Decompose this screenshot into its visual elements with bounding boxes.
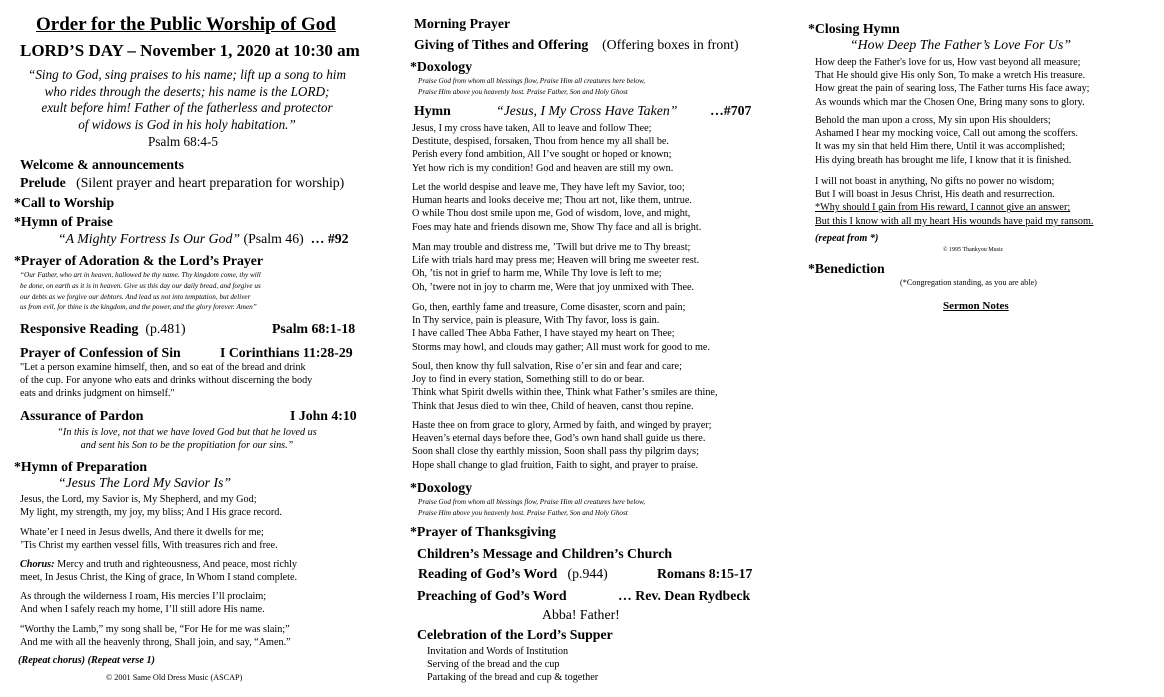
- hymn-verse-2: [20, 526, 278, 552]
- stanza-line: Yet how rich is my condition! God and heaven are still my own.: [412, 162, 674, 174]
- doxology-2-text: [418, 497, 645, 518]
- stanza-line: I will not boast in anything, No gifts no power no wisdom;: [815, 176, 1055, 187]
- doxology-heading: *Doxology: [410, 59, 473, 74]
- stanza-line: O while Thou dost smile upon me, God of wisdom, love, and might,: [412, 208, 691, 220]
- lords-prayer: [20, 270, 261, 313]
- tithes-label: Giving of Tithes and Offering: [414, 37, 589, 52]
- confession-line: of the cup. For anyone who eats and drinks without discerning the body: [20, 375, 313, 387]
- prayer-line: our debts as we forgive our debtors. And lead us not into temptation, but deliver: [20, 292, 251, 301]
- reading-label: Reading of God’s Word: [418, 566, 558, 581]
- stanza-line: Life with trials hard may press me; Heaven will bring me sweeter rest.: [412, 255, 700, 267]
- doxology-line: Praise God from whom all blessings flow, Praise Him all creatures here below,: [418, 77, 646, 85]
- closing-hymn-stanza-2: [815, 114, 1078, 167]
- standing-note: (*Congregation standing, as you are able): [900, 278, 1037, 287]
- stanza-line: Jesus, I my cross have taken, All to leave and follow Thee;: [412, 123, 652, 134]
- confession-text: [20, 361, 312, 401]
- quote-line: of widows is God in his holy habitation.”: [78, 116, 296, 132]
- stanza-line: How great the pain of searing loss, The Father turns His face away;: [815, 83, 1090, 95]
- hymn-verse-3: [20, 590, 266, 616]
- stanza-line: Man may trouble and distress me, ’Twill but drive me to Thy breast;: [412, 242, 691, 253]
- responsive-reading-row: [20, 321, 186, 337]
- stanza-line: Foes may hate and friends disown me, Show Thy face and all is bright.: [412, 221, 702, 233]
- prelude-label: Prelude: [20, 175, 66, 190]
- stanza-line: Joy to find in every station, Something still to do or bear.: [412, 374, 645, 386]
- hymn-of-praise-title: “A Mighty Fortress Is Our God”: [58, 231, 241, 246]
- hymn-number: …#707: [710, 103, 752, 118]
- stanza-line: Storms may howl, and clouds may gather; All must work for good to me.: [412, 341, 710, 353]
- stanza-line: Think that Jesus died to win thee, Child of heaven, canst thou repine.: [412, 400, 694, 412]
- service-date: LORD’S DAY – November 1, 2020 at 10:30 am: [20, 41, 360, 60]
- stanza-line: As wounds which mar the Chosen One, Bring many sons to glory.: [815, 96, 1085, 108]
- responsive-reading-label: Responsive Reading: [20, 321, 139, 336]
- hymn-of-praise-heading: *Hymn of Praise: [14, 214, 113, 229]
- stanza-line: But I will boast in Jesus Christ, His death and resurrection.: [815, 189, 1055, 201]
- prayer-line: us from evil, for thine is the kingdom, and the power, and the glory forever. Amen”: [20, 303, 257, 312]
- prelude-note: (Silent prayer and heart preparation for worship): [76, 175, 345, 190]
- prayer-line: “Our Father, who art in heaven, hallowed be thy name. Thy kingdom come, thy will: [20, 271, 261, 279]
- benediction-heading: *Benediction: [808, 261, 885, 276]
- hymn-of-preparation-heading: *Hymn of Preparation: [14, 459, 148, 474]
- stanza-line: Soul, then know thy full salvation, Rise o’er sin and fear and care;: [412, 361, 682, 372]
- verse-line: And when I safely reach my home, I’ll still adore His name.: [20, 604, 265, 616]
- welcome-heading: Welcome & announcements: [20, 157, 185, 172]
- hymn-chorus: [20, 558, 297, 584]
- quote-line: who rides through the deserts; his name is the LORD;: [44, 83, 330, 99]
- hymn-stanza-3: [412, 241, 699, 294]
- quote-line: “Sing to God, sing praises to his name; lift up a song to him: [28, 67, 346, 82]
- stanza-line: Oh, ’tis not in grief to harm me, While Thy love is left to me;: [412, 268, 662, 280]
- stanza-line: It was my sin that held Him there, Until it was accomplished;: [815, 141, 1066, 153]
- verse-line: My light, my strength, my joy, my bliss; And I His grace record.: [20, 507, 282, 519]
- stanza-line: That He should give His only Son, To make a wretch His treasure.: [815, 70, 1086, 82]
- stanza-line: Go, then, earthly fame and treasure, Come disaster, scorn and pain;: [412, 302, 686, 313]
- hymn-stanza-4: [412, 301, 710, 354]
- assurance-reference: I John 4:10: [290, 408, 357, 423]
- closing-hymn-stanza-3: [815, 175, 1093, 228]
- confession-reference: I Corinthians 11:28-29: [220, 345, 353, 360]
- hymn-stanza-1: [412, 122, 673, 175]
- call-quote-reference: Psalm 68:4-5: [148, 134, 218, 149]
- verse-line: As through the wilderness I roam, His mercies I’ll proclaim;: [20, 591, 267, 602]
- assurance-line: and sent his Son to be the propitiation for our sins.”: [80, 440, 294, 452]
- confession-label: Prayer of Confession of Sin: [20, 345, 181, 360]
- stanza-line: Soon shall close thy earthly mission, Soon shall pass thy pilgrim days;: [412, 446, 699, 458]
- repeat-instructions: (Repeat chorus) (Repeat verse 1): [18, 655, 155, 666]
- reading-row: [418, 566, 608, 582]
- hymn-of-preparation-title: “Jesus The Lord My Savior Is”: [58, 475, 232, 490]
- stanza-line: Haste thee on from grace to glory, Armed by faith, and winged by prayer;: [412, 420, 712, 431]
- stanza-line: I have called Thee Abba Father, I have stayed my heart on Thee;: [412, 328, 675, 340]
- stanza-line: Ashamed I hear my mocking voice, Call out among the scoffers.: [815, 128, 1078, 140]
- stanza-line: His dying breath has brought me life, I know that it is finished.: [815, 154, 1072, 166]
- hymn-stanza-5: [412, 360, 718, 413]
- doxology-2-heading: *Doxology: [410, 480, 473, 495]
- bulletin-title: Order for the Public Worship of God: [36, 14, 336, 35]
- reading-reference: Romans 8:15-17: [657, 566, 753, 581]
- quote-line: exult before him! Father of the fatherless and protector: [41, 100, 333, 116]
- responsive-reading-reference: Psalm 68:1-18: [272, 321, 356, 336]
- stanza-line: How deep the Father's love for us, How vast beyond all measure;: [815, 57, 1081, 68]
- confession-line: "Let a person examine himself, then, and so eat of the bread and drink: [20, 362, 306, 373]
- chorus-label: Chorus:: [20, 559, 55, 570]
- verse-line: Mercy and truth and righteousness, And peace, most richly: [57, 559, 298, 570]
- stanza-line-underlined: But this I know with all my heart His wounds have paid my ransom.: [815, 215, 1094, 227]
- verse-line: And me with all the heavenly throng, Shall join, and say, “Amen.”: [20, 637, 291, 649]
- hymn-label: Hymn: [414, 103, 451, 118]
- preaching-label: Preaching of God’s Word: [417, 588, 567, 603]
- tithes-note: (Offering boxes in front): [602, 37, 739, 52]
- tithes-row: [414, 37, 739, 53]
- stanza-line: In Thy service, pain is pleasure, With Thy favor, loss is gain.: [412, 315, 660, 327]
- verse-line: Jesus, the Lord, my Savior is, My Shepherd, and my God;: [20, 494, 257, 505]
- supper-item: Partaking of the bread and cup & together: [427, 672, 599, 684]
- hymn-verse-4: [20, 623, 291, 649]
- stanza-line: Destitute, despised, forsaken, Thou from hence my all shall be.: [412, 136, 669, 148]
- verse-line: “Worthy the Lamb,” my song shall be, “For He for me was slain;”: [20, 624, 290, 635]
- hymn-stanza-6: [412, 419, 712, 472]
- stanza-line: Heaven’s eternal days before thee, God’s own hand shall guide us there.: [412, 433, 706, 445]
- assurance-text: [12, 426, 362, 452]
- confession-line: eats and drinks judgment on himself.": [20, 388, 175, 400]
- repeat-instruction: (repeat from *): [815, 233, 879, 244]
- stanza-line: Let the world despise and leave me, They have left my Savior, too;: [412, 182, 685, 193]
- verse-line: Whate’er I need in Jesus dwells, And there it dwells for me;: [20, 527, 264, 538]
- doxology-line: Praise Him above you heavenly host. Praise Father, Son and Holy Ghost: [418, 87, 628, 96]
- closing-hymn-heading: *Closing Hymn: [808, 21, 900, 36]
- assurance-line: “In this is love, not that we have loved God but that he loved us: [57, 427, 317, 438]
- childrens-message-heading: Children’s Message and Children’s Church: [417, 546, 673, 561]
- supper-item: Invitation and Words of Institution: [427, 646, 569, 657]
- hymn-copyright: © 2001 Same Old Dress Music (ASCAP): [106, 673, 243, 682]
- prayer-line: be done, on earth as it is in heaven. Give us this day our daily bread, and forgive us: [20, 281, 261, 290]
- hymn-verse-1: [20, 493, 282, 519]
- reading-page: (p.944): [567, 566, 608, 581]
- prayer-of-thanksgiving-heading: *Prayer of Thanksgiving: [410, 524, 556, 539]
- verse-line: ’Tis Christ my earthen vessel fills, With treasures rich and free.: [20, 540, 278, 552]
- hymn-stanza-2: [412, 181, 701, 234]
- hymn-title: “Jesus, I My Cross Have Taken”: [496, 103, 678, 118]
- hymn-of-praise-psalm: (Psalm 46): [243, 231, 304, 246]
- verse-line: meet, In Jesus Christ, the King of grace, In Whom I stand complete.: [20, 572, 298, 584]
- closing-hymn-title: “How Deep The Father’s Love For Us”: [850, 37, 1072, 52]
- stanza-line-underlined: *Why should I gain from His reward, I cannot give an answer;: [815, 202, 1071, 214]
- hymn-of-praise-row: [58, 231, 349, 247]
- closing-hymn-stanza-1: [815, 56, 1090, 109]
- preacher-name: … Rev. Dean Rydbeck: [618, 588, 751, 603]
- supper-item: Serving of the bread and the cup: [427, 659, 560, 671]
- lords-supper-heading: Celebration of the Lord’s Supper: [417, 627, 613, 642]
- call-to-worship-heading: *Call to Worship: [14, 195, 115, 210]
- sermon-title: Abba! Father!: [542, 607, 620, 622]
- call-quote: [12, 67, 362, 133]
- prayer-of-adoration-heading: *Prayer of Adoration & the Lord’s Prayer: [14, 253, 264, 268]
- sermon-notes-heading: Sermon Notes: [943, 300, 1009, 312]
- closing-hymn-copyright: © 1995 Thankyou Music: [943, 247, 1004, 253]
- morning-prayer-heading: Morning Prayer: [414, 16, 511, 31]
- doxology-text: [418, 76, 645, 97]
- assurance-label: Assurance of Pardon: [20, 408, 144, 423]
- stanza-line: Oh, ’twere not in joy to charm me, Were that joy unmixed with Thee.: [412, 281, 695, 293]
- stanza-line: Think what Spirit dwells within thee, Think what Father’s smiles are thine,: [412, 387, 718, 399]
- stanza-line: Behold the man upon a cross, My sin upon His shoulders;: [815, 115, 1051, 126]
- stanza-line: Perish every fond ambition, All I’ve sought or hoped or known;: [412, 149, 672, 161]
- prelude-row: [20, 175, 344, 191]
- lords-supper-items: [427, 645, 598, 685]
- doxology-line: Praise God from whom all blessings flow, Praise Him all creatures here below,: [418, 498, 646, 506]
- responsive-reading-page: (p.481): [145, 321, 186, 336]
- stanza-line: Hope shall change to glad fruition, Faith to sight, and prayer to praise.: [412, 459, 699, 471]
- doxology-line: Praise Him above you heavenly host. Praise Father, Son and Holy Ghost: [418, 508, 628, 517]
- stanza-line: Human hearts and looks deceive me; Thou art not, like them, untrue.: [412, 195, 692, 207]
- hymn-of-praise-number: … #92: [310, 231, 349, 246]
